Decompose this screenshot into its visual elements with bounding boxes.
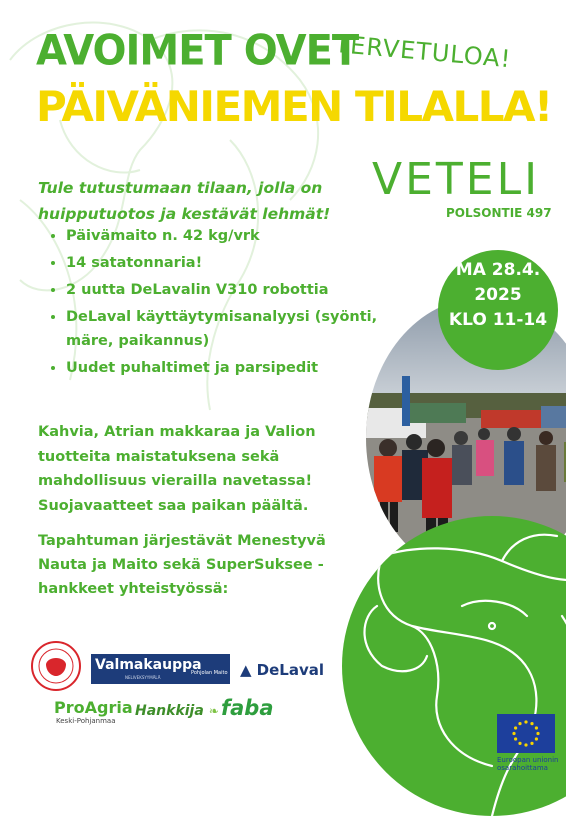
valmakauppa-logo (91, 654, 230, 684)
proagria-subtext: Keski-Pohjanmaa (56, 717, 116, 725)
organizers-paragraph: Tapahtuman järjestävät Menestyvä Nauta ja Maito sekä SuperSuksee -hankkeet yhteistyössä: (38, 533, 326, 597)
delaval-text: DeLaval (256, 661, 324, 679)
hankkija-text: Hankkija (135, 703, 204, 719)
street-address: POLSONTIE 497 (446, 206, 552, 220)
list-item: • 14 satatonnaria! (66, 251, 406, 275)
town-name: VETELI (372, 154, 541, 205)
valmakauppa-subtext: NELIVEKSYYMÄLÄ (125, 675, 161, 680)
date-badge (438, 250, 558, 370)
organization-stamp-logo (30, 640, 82, 692)
offerings-paragraph: Kahvia, Atrian makkaraa ja Valion tuotteita maistatuksena sekä mahdollisuus vierailla navetassa! Suojavaatteet saa paikan päältä. (38, 424, 316, 514)
list-item: • DeLaval käyttäytymisanalyysi (syönti, märe, paikannus) (66, 305, 406, 353)
list-item: • 2 uutta DeLavalin V310 robottia (66, 278, 406, 302)
intro-text: Tule tutustumaan tilaan, jolla on huipputuotos ja kestävät lehmät! (38, 179, 331, 223)
feature-list (44, 224, 406, 383)
delaval-logo (240, 660, 324, 679)
proagria-text: ProAgria (54, 698, 133, 717)
date-day: MA 28.4. (455, 260, 541, 280)
eu-flag-icon (497, 714, 555, 753)
welcome-text: TERVETULOA! (333, 30, 513, 74)
hankkija-logo (135, 700, 219, 719)
proagria-logo (54, 698, 133, 725)
eu-funding-text: Euroopan unionin osarahoittama (497, 756, 559, 772)
title-line2: PÄIVÄNIEMEN TILALLA! (36, 82, 552, 131)
list-item: • Uudet puhaltimet ja parsipedit (66, 356, 406, 380)
title-line1: AVOIMET OVET (36, 26, 359, 76)
faba-logo: faba (221, 696, 274, 720)
leaf-icon: ❧ (208, 704, 219, 718)
date-year: 2025 (474, 285, 522, 305)
list-item: • Päivämaito n. 42 kg/vrk (66, 224, 406, 248)
valmakauppa-text: Valmakauppa (95, 657, 202, 673)
delaval-mark-icon: ▲ (240, 661, 252, 679)
date-time: KLO 11-14 (448, 310, 548, 330)
pohjolan-maito-text: Pohjolan Maito (191, 670, 228, 676)
